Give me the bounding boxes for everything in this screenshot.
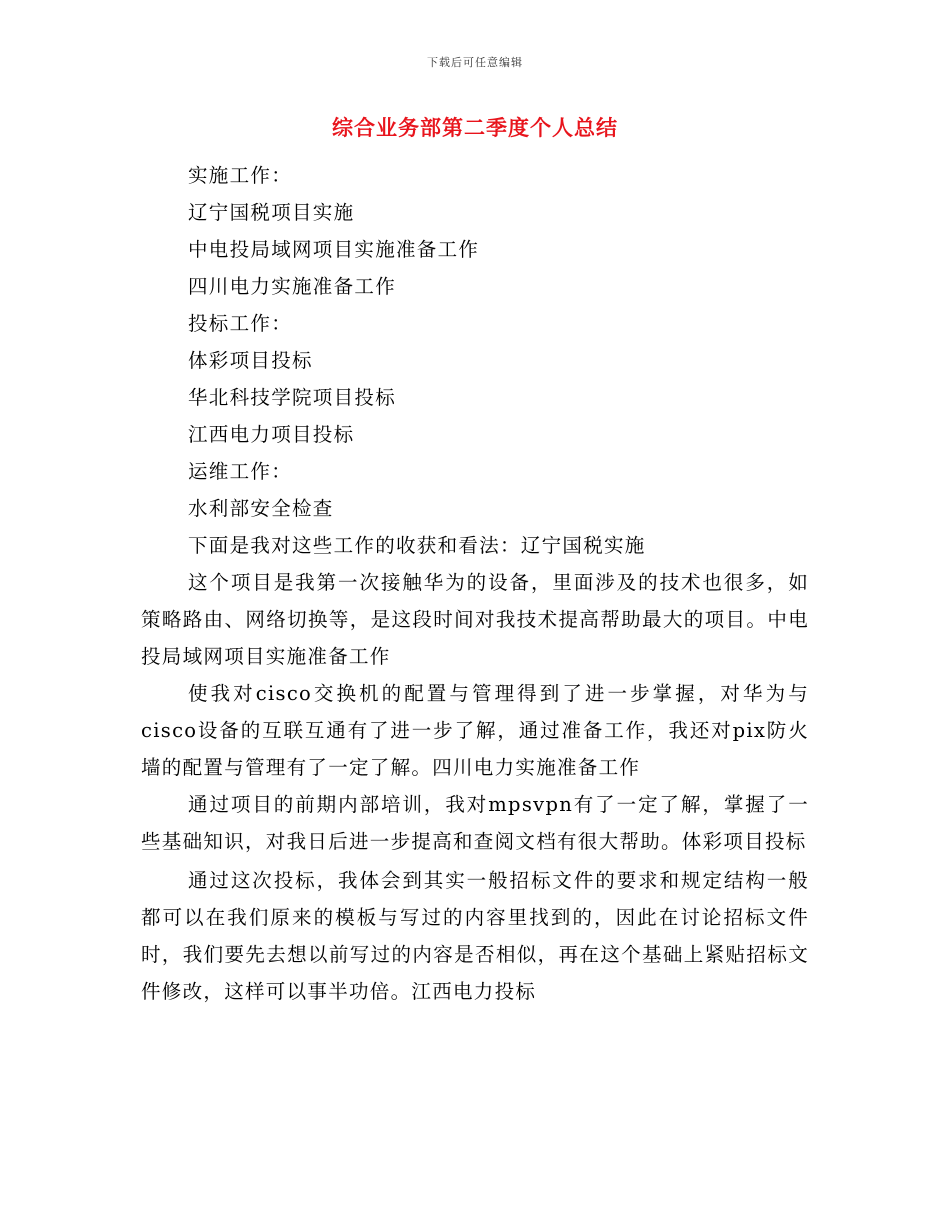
paragraph-mpsvpn: 通过项目的前期内部培训，我对mpsvpn有了一定了解，掌握了一些基础知识，对我日后进一步提高和查阅文档有很大帮助。体彩项目投标 <box>141 793 809 853</box>
list-item: 四川电力实施准备工作 <box>188 275 397 298</box>
paragraph-cisco: 使我对cisco交换机的配置与管理得到了进一步掌握，对华为与cisco设备的互联互通有了进一步了解，通过准备工作，我还对pix防火墙的配置与管理有了一定了解。四川电力实施准备工作 <box>141 682 809 779</box>
list-item: 辽宁国税项目实施 <box>188 201 355 224</box>
list-item: 体彩项目投标 <box>188 349 313 372</box>
section-heading-operations: 运维工作： <box>188 460 293 483</box>
paragraph-liaoning: 这个项目是我第一次接触华为的设备，里面涉及的技术也很多，如策略路由、网络切换等，是这段时间对我技术提高帮助最大的项目。中电投局域网项目实施准备工作 <box>141 571 809 668</box>
section-heading-bidding: 投标工作： <box>188 312 293 335</box>
section-heading-implementation: 实施工作： <box>188 164 293 187</box>
reflection-intro: 下面是我对这些工作的收获和看法：辽宁国税实施 <box>188 534 646 557</box>
paragraph-bidding: 通过这次投标，我体会到其实一般招标文件的要求和规定结构一般都可以在我们原来的模板与写过的内容里找到的，因此在讨论招标文件时，我们要先去想以前写过的内容是否相似，再在这个基础上紧贴招标文件修改，这样可以事半功倍。江西电力投标 <box>141 869 809 1003</box>
header-note: 下载后可任意编辑 <box>427 56 523 69</box>
list-item: 中电投局域网项目实施准备工作 <box>188 238 480 261</box>
document-title: 综合业务部第二季度个人总结 <box>332 115 618 140</box>
list-item: 水利部安全检查 <box>188 497 334 520</box>
document-body <box>141 157 809 1010</box>
list-item: 华北科技学院项目投标 <box>188 386 397 409</box>
list-item: 江西电力项目投标 <box>188 423 355 446</box>
